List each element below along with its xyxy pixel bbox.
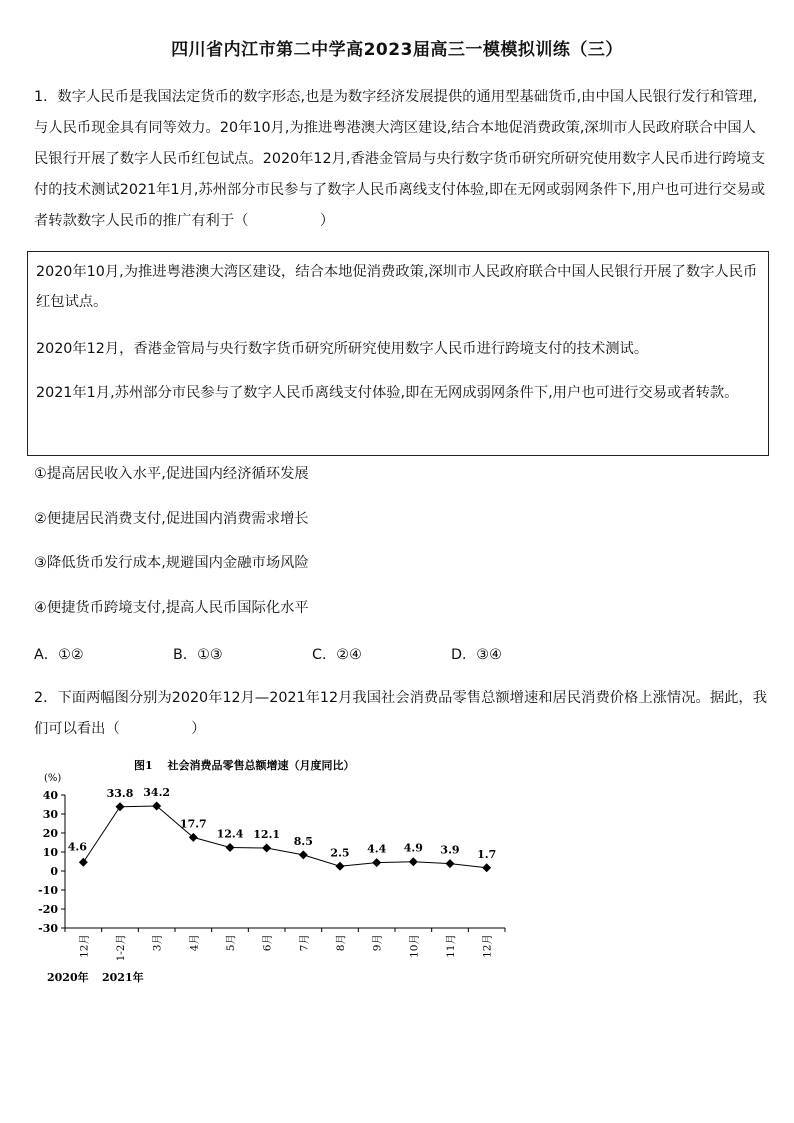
x-tick-label: 1-2月	[115, 934, 127, 962]
x-tick-label: 6月	[261, 934, 274, 952]
y-tick-label: 20	[42, 827, 58, 840]
data-point-marker	[226, 843, 235, 852]
chart-axes	[65, 795, 505, 928]
material-box	[27, 251, 769, 456]
choice-a[interactable]: A．①②	[34, 647, 84, 663]
x-tick-label: 11月	[445, 934, 457, 958]
question-2-stem: 2．下面两幅图分别为2020年12月—2021年12月我国社会消费品零售总额增速和居民消费价格上涨情况。据此，我们可以看出（ ）	[34, 690, 768, 737]
chart-title: 图1 社会消费品零售总额增速（月度同比）	[134, 759, 355, 772]
y-ticks	[38, 789, 65, 935]
x-tick-label: 7月	[298, 934, 311, 952]
question-1-stem: 1．数字人民币是我国法定货币的数字形态,也是为数字经济发展提供的通用型基础货币,由中国人民银行发行和管理,与人民币现金具有同等效力。20年10月,为推进粤港澳大湾区建设,结合本地促消费政策,深圳市人民政府联合中国人民银行开展了数字人民币红包试点。2020年12月,香港金管局与央行数字货币研究所研究使用数字人民币进行跨境支付的技术测试2021年1月,苏州部分市民参与了数字人民币离线支付体验,即在无网或弱网条件下,用户也可进行交易或者转款数字人民币的推广有利于（ ）	[34, 89, 766, 229]
year-label-2021: 2021年	[102, 971, 144, 984]
data-label: 2.5	[330, 846, 350, 860]
y-tick-label: -20	[38, 903, 58, 916]
x-tick-label: 8月	[335, 934, 347, 952]
data-label: 34.2	[143, 786, 171, 800]
material-paragraph-1: 2020年10月,为推进粤港澳大湾区建设，结合本地促消费政策,深圳市人民政府联合中国人民银行开展了数字人民币红包试点。	[36, 264, 758, 310]
statement-3: ③降低货币发行成本,规避国内金融市场风险	[34, 555, 309, 571]
choice-b[interactable]: B．①③	[173, 647, 223, 663]
y-tick-label: 10	[42, 846, 58, 859]
x-tick-label: 5月	[225, 934, 237, 952]
page-title: 四川省内江市第二中学高2023届高三一模模拟训练（三）	[171, 40, 623, 60]
x-tick-labels	[65, 928, 505, 961]
data-label: 4.4	[367, 842, 387, 856]
x-tick-label: 4月	[188, 934, 201, 952]
choice-d[interactable]: D．③④	[451, 647, 502, 663]
year-label-2020: 2020年	[47, 971, 89, 984]
x-tick-label: 3月	[151, 934, 164, 952]
material-paragraph-2: 2020年12月，香港金管局与央行数字货币研究所研究使用数字人民币进行跨境支付的技术测试。	[36, 341, 649, 357]
data-label: 3.9	[440, 843, 460, 857]
y-tick-label: 0	[50, 865, 58, 878]
data-label: 1.7	[477, 847, 497, 861]
retail-sales-growth-chart	[30, 755, 530, 995]
data-point-marker	[336, 862, 345, 871]
x-tick-label: 12月	[78, 934, 91, 958]
y-tick-label: 30	[42, 808, 58, 821]
material-paragraph-3: 2021年1月,苏州部分市民参与了数字人民币离线支付体验,即在无网成弱网条件下,用户也可进行交易或者转款。	[36, 385, 739, 401]
data-point-marker	[482, 863, 491, 872]
data-point-marker	[262, 844, 271, 853]
data-point-marker	[446, 859, 455, 868]
data-label: 8.5	[293, 834, 313, 848]
x-tick-label: 12月	[481, 934, 494, 958]
statement-4: ④便捷货币跨境支付,提高人民币国际化水平	[34, 600, 309, 616]
statement-2: ②便捷居民消费支付,促进国内消费需求增长	[34, 511, 309, 527]
data-markers	[79, 802, 491, 873]
data-label: 12.1	[253, 828, 281, 842]
statement-1: ①提高居民收入水平,促进国内经济循环发展	[34, 466, 309, 482]
data-labels	[68, 786, 496, 861]
data-point-marker	[372, 858, 381, 867]
y-tick-label: -30	[38, 922, 58, 935]
data-label: 17.7	[179, 817, 207, 831]
data-point-marker	[79, 858, 88, 867]
data-point-marker	[116, 802, 125, 811]
y-axis-unit: (%)	[44, 773, 62, 784]
data-label: 4.6	[67, 840, 87, 854]
data-point-marker	[409, 857, 418, 866]
data-label: 4.9	[403, 841, 423, 855]
data-label: 33.8	[106, 786, 134, 800]
data-label: 12.4	[216, 827, 244, 841]
y-tick-label: 40	[42, 789, 58, 802]
choice-c[interactable]: C．②④	[312, 647, 362, 663]
series-line	[83, 806, 486, 868]
y-tick-label: -10	[38, 884, 58, 897]
data-point-marker	[299, 850, 308, 859]
x-tick-label: 9月	[371, 934, 384, 952]
x-tick-label: 10月	[408, 934, 421, 958]
